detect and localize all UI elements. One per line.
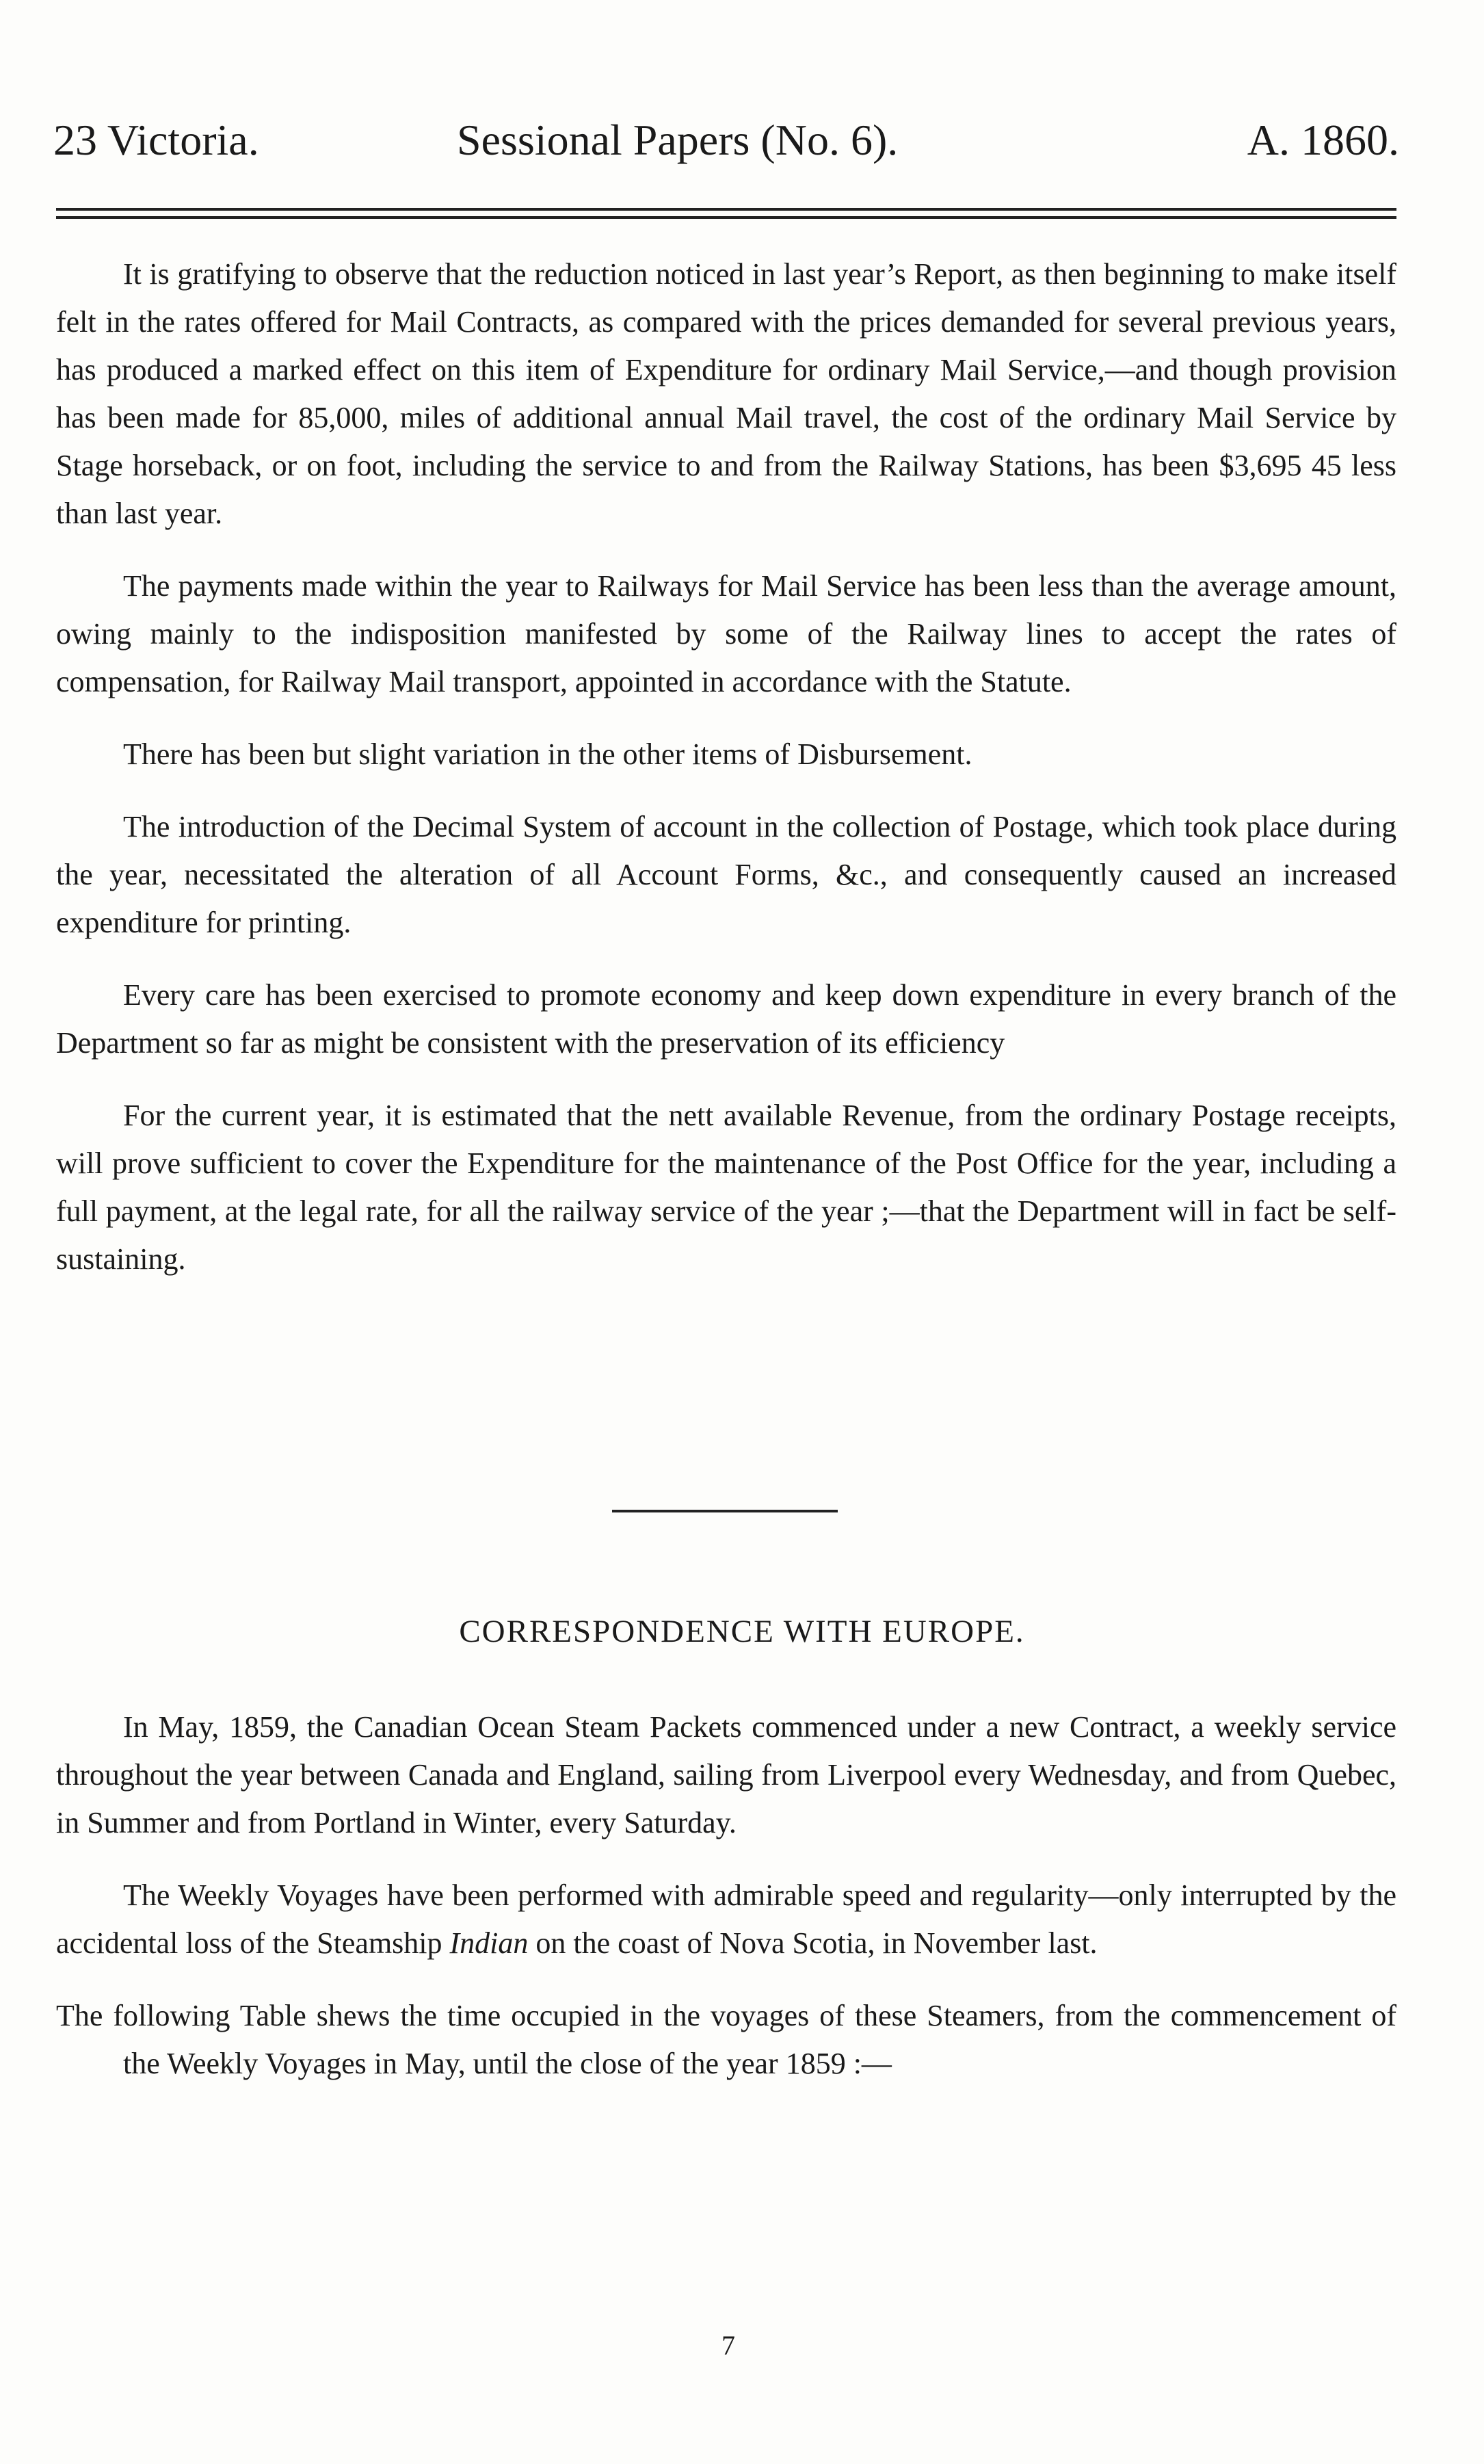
page-number: 7 <box>721 2330 735 2361</box>
paragraph-economy: Every care has been exercised to promote economy and keep down expenditure in every branch of the Department so far as might be consistent with the preservation of its efficiency <box>56 978 1396 1060</box>
paragraph-steam-packets: In May, 1859, the Canadian Ocean Steam Packets commenced under a new Contract, a weekly service throughout the year between Canada and England, sailing from Liverpool every Wednesday, and from Quebec, in Summer and from Portland in Winter, every Saturday. <box>56 1710 1396 1839</box>
steamship-name: Indian <box>449 1926 529 1960</box>
voyages-text-start: The Weekly Voyages have been performed with admirable speed and regularity—only interrupted by the accidental loss of the Steamship <box>56 1878 1396 1960</box>
paragraph-disbursement: There has been but slight variation in the other items of Disbursement. <box>123 737 972 771</box>
header-session: 23 Victoria. <box>53 116 259 164</box>
report-body-top <box>56 250 1396 1283</box>
paragraph-current-year: For the current year, it is estimated that the nett available Revenue, from the ordinary Postage receipts, will prove sufficient to cover the Expenditure for the maintenance of the Post Office for the year, including a full payment, at the legal rate, for all the railway service of the year ;—that the Department will in fact be self-sustaining. <box>56 1099 1396 1276</box>
paragraph-table-intro: The following Table shews the time occupied in the voyages of these Steamers, from the commencement of the Weekly Voyages in May, until the close of the year 1859 :— <box>56 1999 1396 2080</box>
header-title: Sessional Papers (No. 6). <box>457 116 899 164</box>
header-rule-top <box>56 208 1396 211</box>
section-heading: CORRESPONDENCE WITH EUROPE. <box>459 1614 1025 1649</box>
header-year: A. 1860. <box>1247 116 1399 164</box>
page-header <box>53 103 1399 178</box>
paragraph-mail-contracts: It is gratifying to observe that the reduction noticed in last year’s Report, as then beginning to make itself felt in the rates offered for Mail Contracts, as compared with the prices demanded for several previous years, has produced a marked effect on this item of Expenditure for ordinary Mail Service,—and though provision has been made for 85,000, miles of additional annual Mail travel, the cost of the ordinary Mail Service by Stage horseback, or on foot, including the service to and from the Railway Stations, has been $3,695 45 less than last year. <box>56 257 1396 530</box>
paragraph-decimal-system: The introduction of the Decimal System of account in the collection of Postage, which took place during the year, necessitated the alteration of all Account Forms, &c., and consequently caused an increased expenditure for printing. <box>56 810 1396 939</box>
header-rule-bottom <box>56 216 1396 219</box>
voyages-text-end: on the coast of Nova Scotia, in November last. <box>535 1926 1098 1960</box>
paragraph-railway-payments: The payments made within the year to Railways for Mail Service has been less than the average amount, owing mainly to the indisposition manifested by some of the Railway lines to accept the rates of compensation, for Railway Mail transport, appointed in accordance with the Statute. <box>56 569 1396 698</box>
section-separator <box>612 1510 838 1512</box>
paragraph-weekly-voyages <box>56 1872 1396 1967</box>
report-body-bottom <box>56 1703 1396 2088</box>
